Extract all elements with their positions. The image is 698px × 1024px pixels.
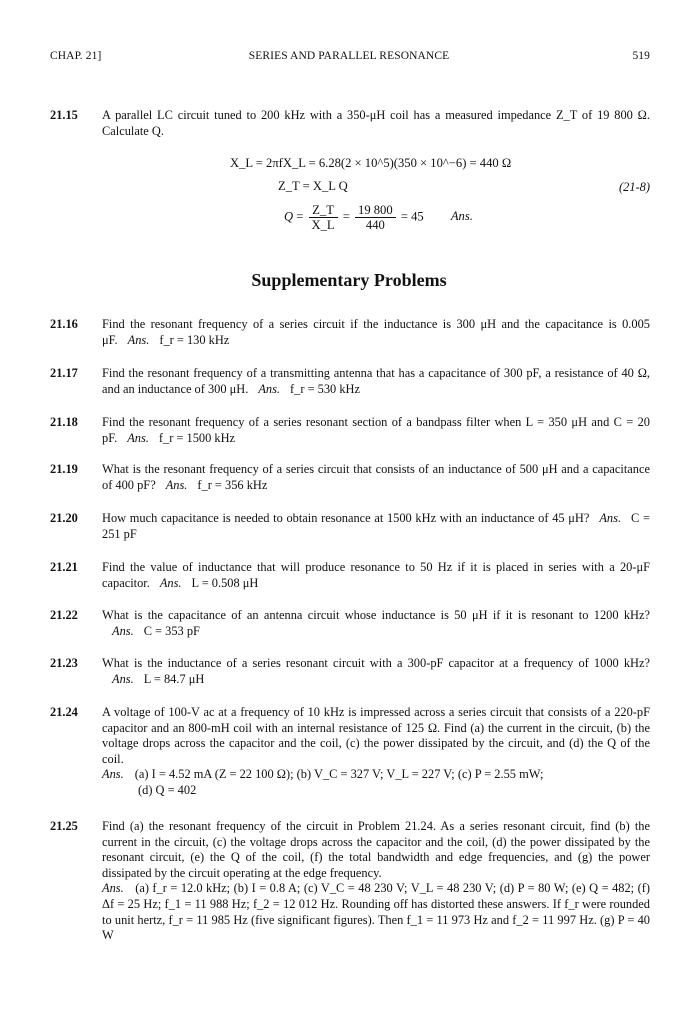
- chapter-label: CHAP. 21]: [50, 50, 102, 62]
- problem-21-16: [50, 317, 650, 348]
- problem-21-25: [50, 819, 650, 944]
- answer-text: f_r = 530 kHz: [290, 381, 360, 396]
- problem-text: A voltage of 100-V ac at a frequency of 10 kHz is impressed across a series circuit that consists of a 220-pF capacitor and an 800-mH coil with an internal resistance of 125 Ω. Find (a) the current in the circuit, (b) the voltage drops across the capacitor and the coil, (c) the power dissipated by the circuit, and (d) the Q of the coil.: [102, 705, 650, 766]
- answer-text: f_r = 130 kHz: [159, 332, 230, 347]
- problem-number: 21.17: [50, 366, 78, 380]
- answer-label: Ans.: [127, 430, 149, 445]
- equation-result: = 45: [400, 209, 424, 224]
- problem-number: 21.22: [50, 608, 78, 622]
- answer-label: Ans.: [127, 332, 150, 347]
- answer-label: Ans.: [102, 767, 124, 782]
- problem-text: Find the resonant frequency of a series resonant section of a bandpass filter when L = 350 μH and C = 20 pF.: [102, 415, 650, 445]
- fraction-values: $\frac{19 800}{440}$: [355, 203, 396, 232]
- equation-q: Q = $\frac{Z\_T}{X\_L}$ = $\frac{19 800}{440}$ = 45 Ans.: [284, 203, 473, 232]
- problem-text: Find the resonant frequency of a transmitting antenna that has a capacitance of 300 pF, a resistance of 40 Ω, and an inductance of 300 μH.: [102, 366, 650, 396]
- answer-label: Ans.: [159, 575, 182, 590]
- answer-text: C = 353 pF: [143, 623, 200, 638]
- problem-21-15: [50, 108, 650, 139]
- answer-text-2: (d) Q = 402: [138, 782, 197, 797]
- answer-text: (a) I = 4.52 mA (Z = 22 100 Ω); (b) V_C = 327 V; V_L = 227 V; (c) P = 2.55 mW;: [134, 767, 544, 782]
- problem-21-19: [50, 462, 650, 493]
- problem-text: Find the resonant frequency of a series circuit if the inductance is 300 μH and the capacitance is 0.005 μF.: [102, 317, 650, 347]
- answer-label: Ans.: [165, 477, 188, 492]
- problem-number: 21.16: [50, 317, 78, 331]
- problem-text: What is the capacitance of an antenna circuit whose inductance is 50 μH if it is resonant to 1200 kHz?: [102, 608, 650, 622]
- answer-text: C = 251 pF: [102, 511, 650, 541]
- answer-label: Ans.: [112, 671, 134, 686]
- problem-text: How much capacitance is needed to obtain resonance at 1500 kHz with an inductance of 45 μH?: [102, 511, 590, 525]
- problem-21-20: [50, 511, 650, 542]
- answer-label: Ans.: [102, 881, 124, 896]
- equation-tag: (21-8): [619, 180, 650, 194]
- answer-label: Ans.: [599, 511, 622, 525]
- page-number: 519: [632, 50, 650, 62]
- problem-21-22: [50, 608, 650, 639]
- problem-21-24: [50, 705, 650, 799]
- problem-text: What is the resonant frequency of a series circuit that consists of an inductance of 500 μH and a capacitance of 400 pF?: [102, 462, 650, 492]
- problem-number: 21.23: [50, 656, 78, 670]
- problem-number: 21.24: [50, 705, 78, 719]
- problem-number: 21.18: [50, 415, 78, 429]
- problem-21-17: [50, 366, 650, 397]
- answer-label: Ans.: [112, 623, 134, 638]
- problem-text: Find (a) the resonant frequency of the circuit in Problem 21.24. As a series resonant circuit, find (b) the current in the circuit, (c) the voltage drops across the capacitor and the coil, (d) the power dissipated by the resonant circuit, (e) the Q of the coil, (f) the total bandwidth and edge frequencies, and (g) the power dissipated by the circuit operating at the edge frequency.: [102, 819, 650, 880]
- answer-text: L = 84.7 μH: [143, 671, 205, 686]
- answer-text: (a) f_r = 12.0 kHz; (b) I = 0.8 A; (c) V_C = 48 230 V; V_L = 48 230 V; (d) P = 80 W; (e) Q = 482; (f) Δf = 25 Hz; f_1 = 11 988 Hz; f_2 = 12 012 Hz. Rounding off has distorted these answers. If f_r were rounded to unit hertz, f_r = 11 985 Hz (five significant figures). Then f_1 = 11 973 Hz and f_2 = 11 997 Hz. (g) P = 40 W: [102, 881, 650, 943]
- problem-21-18: [50, 415, 650, 446]
- answer-text: f_r = 356 kHz: [197, 477, 268, 492]
- equation-xl: X_L = 2πfX_L = 6.28(2 × 10^5)(350 × 10^−6) = 440 Ω: [230, 156, 512, 170]
- problem-21-21: [50, 560, 650, 591]
- problem-text: What is the inductance of a series resonant circuit with a 300-pF capacitor at a frequency of 1000 kHz?: [102, 656, 650, 670]
- problem-text: A parallel LC circuit tuned to 200 kHz with a 350-μH coil has a measured impedance Z_T of 19 800 Ω. Calculate Q.: [102, 108, 650, 138]
- problem-text: Find the value of inductance that will produce resonance to 50 Hz if it is placed in series with a 20-μF capacitor.: [102, 560, 650, 590]
- running-title: SERIES AND PARALLEL RESONANCE: [248, 50, 450, 62]
- problem-number: 21.21: [50, 560, 78, 574]
- fraction-zt-xl: $\frac{Z\_T}{X\_L}$: [309, 203, 338, 232]
- answer-label: Ans.: [450, 209, 473, 224]
- answer-text: L = 0.508 μH: [191, 575, 259, 590]
- section-heading: Supplementary Problems: [251, 270, 447, 290]
- problem-number: 21.20: [50, 511, 78, 525]
- answer-label: Ans.: [258, 381, 281, 396]
- problem-number: 21.19: [50, 462, 78, 476]
- problem-21-23: [50, 656, 650, 687]
- equation-zt: Z_T = X_L Q: [278, 179, 348, 193]
- problem-number: 21.25: [50, 819, 78, 833]
- problem-number: 21.15: [50, 108, 78, 122]
- answer-text: f_r = 1500 kHz: [158, 430, 236, 445]
